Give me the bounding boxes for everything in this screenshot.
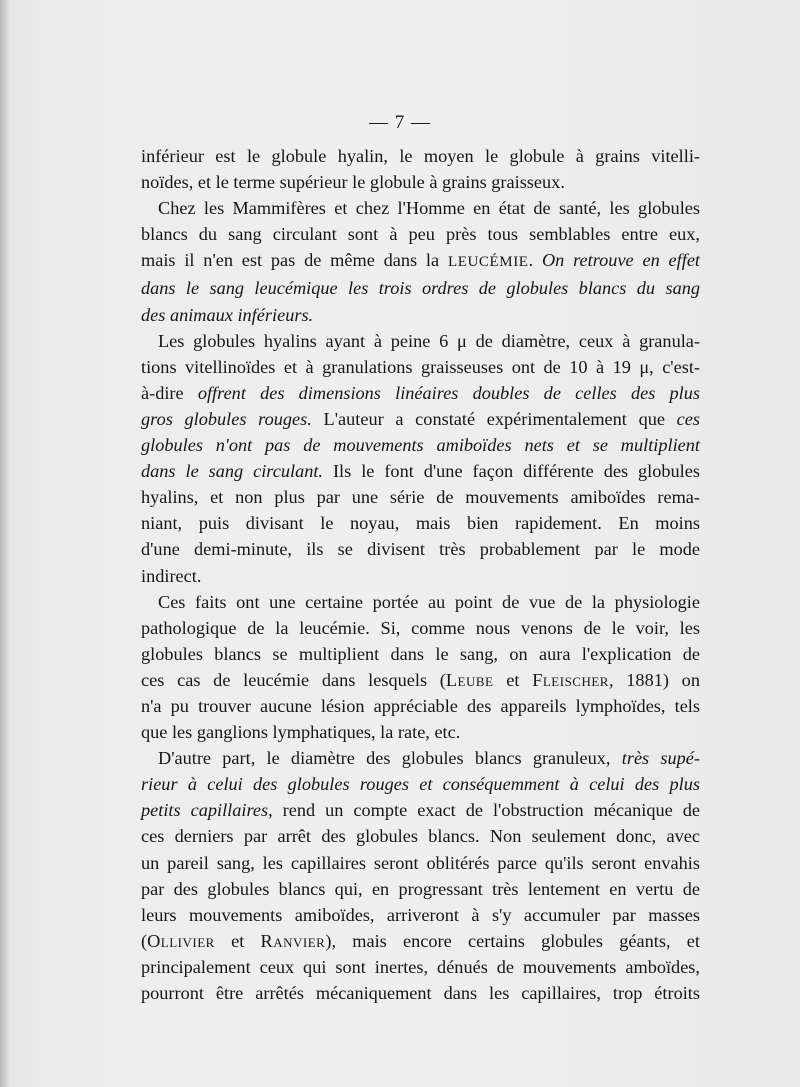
text-line: leurs mouvements amiboïdes, arriveront à s'y accumuler par masses	[141, 904, 700, 925]
text-line: petits capillaires, rend un compte exact de l'obstruction mécanique de	[141, 800, 701, 821]
body-text	[141, 143, 700, 1006]
author-fleischer: Fleischer	[532, 669, 609, 690]
page-number: — 7 —	[369, 112, 431, 133]
text-line: inférieur est le globule hyalin, le moyen le globule à grains vitelli-	[141, 146, 700, 166]
paragraph-4	[141, 589, 700, 746]
text-line: rieur à celui des globules rouges et conséquemment à celui des plus	[141, 774, 700, 795]
text-line: globules n'ont pas de mouvements amiboïdes nets et se multiplient	[141, 435, 700, 456]
paragraph-3	[141, 328, 700, 589]
term-leucemie: LEUCÉMIE	[447, 254, 529, 271]
text-line: tions vitellinoïdes et à granulations graisseuses ont de 10 à 19 μ, c'est-	[141, 356, 700, 377]
text-line: indirect.	[141, 565, 202, 586]
text-line: D'autre part, le diamètre des globules blancs granuleux, très supé-	[158, 748, 701, 769]
text-line: à-dire offrent des dimensions linéaires doubles de celles des plus	[141, 382, 700, 403]
author-leube: Leube	[445, 669, 494, 690]
text-line: principalement ceux qui sont inertes, dénués de mouvements amboïdes,	[141, 956, 700, 977]
text-line: hyalins, et non plus par une série de mouvements amiboïdes rema-	[141, 487, 700, 508]
text-line: globules blancs se multiplient dans le sang, on aura l'explication de	[141, 643, 700, 664]
text-line: pathologique de la leucémie. Si, comme nous venons de le voir, les	[141, 617, 700, 638]
text-line: un pareil sang, les capillaires seront oblitérés parce qu'ils seront envahis	[141, 852, 700, 873]
text-line: ces cas de leucémie dans lesquels (Leube et Fleischer, 1881) on	[141, 669, 700, 690]
text-line: ces derniers par arrêt des globules blancs. Non seulement donc, avec	[141, 826, 700, 847]
text-line: d'une demi-minute, ils se divisent très probablement par le mode	[141, 539, 700, 560]
text-line: n'a pu trouver aucune lésion appréciable des appareils lymphoïdes, tels	[141, 695, 700, 716]
text-line: Les globules hyalins ayant à peine 6 μ de diamètre, ceux à granula-	[158, 330, 700, 351]
paragraph-5	[141, 745, 700, 1006]
text-line: mais il n'en est pas de même dans la LEUCÉMIE. On retrouve en effet	[141, 250, 701, 271]
text-line: pourront être arrêtés mécaniquement dans les capillaires, trop étroits	[141, 983, 700, 1003]
paragraph-2	[141, 195, 700, 327]
text-line: par des globules blancs qui, en progressant très lentement en vertu de	[141, 878, 700, 899]
text-line: gros globules rouges. L'auteur a constaté expérimentalement que ces	[141, 408, 701, 429]
text-line: niant, puis divisant le noyau, mais bien rapidement. En moins	[141, 513, 700, 534]
text-line: Chez les Mammifères et chez l'Homme en état de santé, les globules	[158, 198, 700, 219]
text-line: blancs du sang circulant sont à peu près tous semblables entre eux,	[141, 224, 700, 245]
author-ollivier: Ollivier	[147, 930, 215, 951]
text-line: noïdes, et le terme supérieur le globule à grains graisseux.	[141, 172, 565, 193]
text-line: dans le sang circulant. Ils le font d'une façon différente des globules	[141, 461, 700, 482]
text-line: (Ollivier et Ranvier), mais encore certains globules géants, et	[141, 930, 701, 951]
paragraph-1	[141, 143, 700, 195]
author-ranvier: Ranvier	[260, 930, 326, 951]
page-gutter-shadow	[0, 0, 10, 1087]
text-line: dans le sang leucémique les trois ordres de globules blancs du sang	[141, 278, 700, 299]
text-line: Ces faits ont une certaine portée au point de vue de la physiologie	[158, 591, 700, 612]
text-line: des animaux inférieurs.	[141, 304, 314, 325]
text-line: que les ganglions lymphatiques, la rate, etc.	[141, 722, 461, 743]
